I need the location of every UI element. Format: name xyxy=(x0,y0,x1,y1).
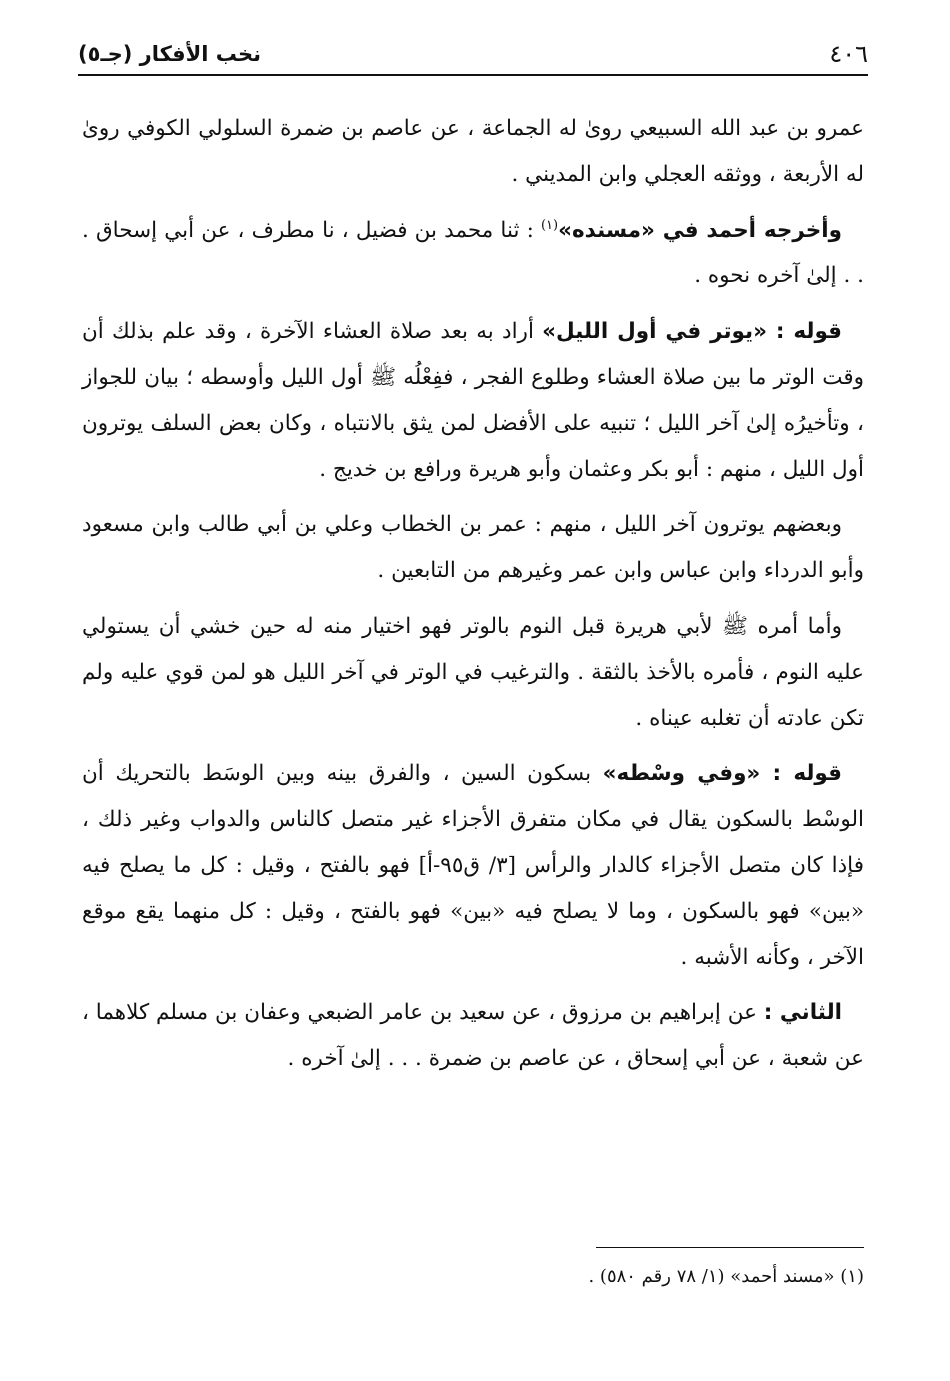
paragraph xyxy=(82,106,864,198)
paragraph xyxy=(82,751,864,980)
paragraph xyxy=(82,309,864,492)
paragraph xyxy=(82,208,864,300)
paragraph-lead: قوله : «وفي وسْطه» xyxy=(602,761,842,787)
paragraph-lead: الثاني : xyxy=(763,1000,843,1026)
paragraph xyxy=(82,604,864,741)
paragraph-text: : ثنا محمد بن فضيل ، نا مطرف ، عن أبي إسحاق . . . إلىٰ آخره نحوه . xyxy=(82,217,864,289)
paragraph-lead: وأخرجه أحمد في «مسنده» xyxy=(558,217,842,243)
paragraph xyxy=(82,502,864,594)
paragraph-text: وأما أمره ﷺ لأبي هريرة قبل النوم بالوتر فهو اختيار منه له حين خشي أن يستولي عليه النوم ، فأمره بالأخذ بالثقة . والترغيب في الوتر في آخر الليل هو لمن قوي عليه ولم تكن عادته أن تغلبه عيناه . xyxy=(82,613,864,731)
paragraph xyxy=(82,990,864,1082)
paragraph-lead: قوله : «يوتر في أول الليل» xyxy=(542,319,842,345)
page-number: ٤٠٦ xyxy=(829,40,868,68)
footnote: (١) «مسند أحمد» (١/ ٧٨ رقم ٥٨٠) . xyxy=(588,1266,864,1287)
paragraph-text: بسكون السين ، والفرق بينه وبين الوسَط بالتحريك أن الوسْط بالسكون يقال في مكان متفرق الأجزاء غير متصل كالناس والدواب وغير ذلك ، فإذا كان متصل الأجزاء كالدار والرأس [٣/ ق٩٥-أ] فهو بالفتح ، وقيل : كل ما يصلح فيه «بين» فهو بالسكون ، وما لا يصلح فيه «بين» فهو بالفتح ، وقيل : كل منهما يقع موقع الآخر ، وكأنه الأشبه . xyxy=(82,761,864,970)
paragraph-text: عمرو بن عبد الله السبيعي روىٰ له الجماعة ، عن عاصم بن ضمرة السلولي الكوفي روىٰ له الأربعة ، ووثقه العجلي وابن المديني . xyxy=(82,116,864,187)
footnote-divider xyxy=(596,1247,864,1248)
footnote-reference: (١) xyxy=(540,217,559,233)
running-title: نخب الأفكار (جـ٥) xyxy=(78,42,261,66)
paragraph-text: عن إبراهيم بن مرزوق ، عن سعيد بن عامر الضبعي وعفان بن مسلم كلاهما ، عن شعبة ، عن أبي إسحاق ، عن عاصم بن ضمرة . . . إلىٰ آخره . xyxy=(82,1000,864,1072)
page-body xyxy=(82,106,864,1092)
paragraph-text: أراد به بعد صلاة العشاء الآخرة ، وقد علم بذلك أن وقت الوتر ما بين صلاة العشاء وطلوع الفجر ، ففِعْلُه ﷺ أول الليل وأوسطه ؛ بيان للجواز ، وتأخيرُه إلىٰ آخر الليل ؛ تنبيه على الأفضل لمن يثق بالانتباه ، وكان بعض السلف يوترون أول الليل ، منهم : أبو بكر وعثمان وأبو هريرة ورافع بن خديج . xyxy=(82,319,864,482)
paragraph-text: وبعضهم يوترون آخر الليل ، منهم : عمر بن الخطاب وعلي بن أبي طالب وابن مسعود وأبو الدرداء وابن عباس وابن عمر وغيرهم من التابعين . xyxy=(82,512,864,584)
page-header xyxy=(78,34,868,76)
